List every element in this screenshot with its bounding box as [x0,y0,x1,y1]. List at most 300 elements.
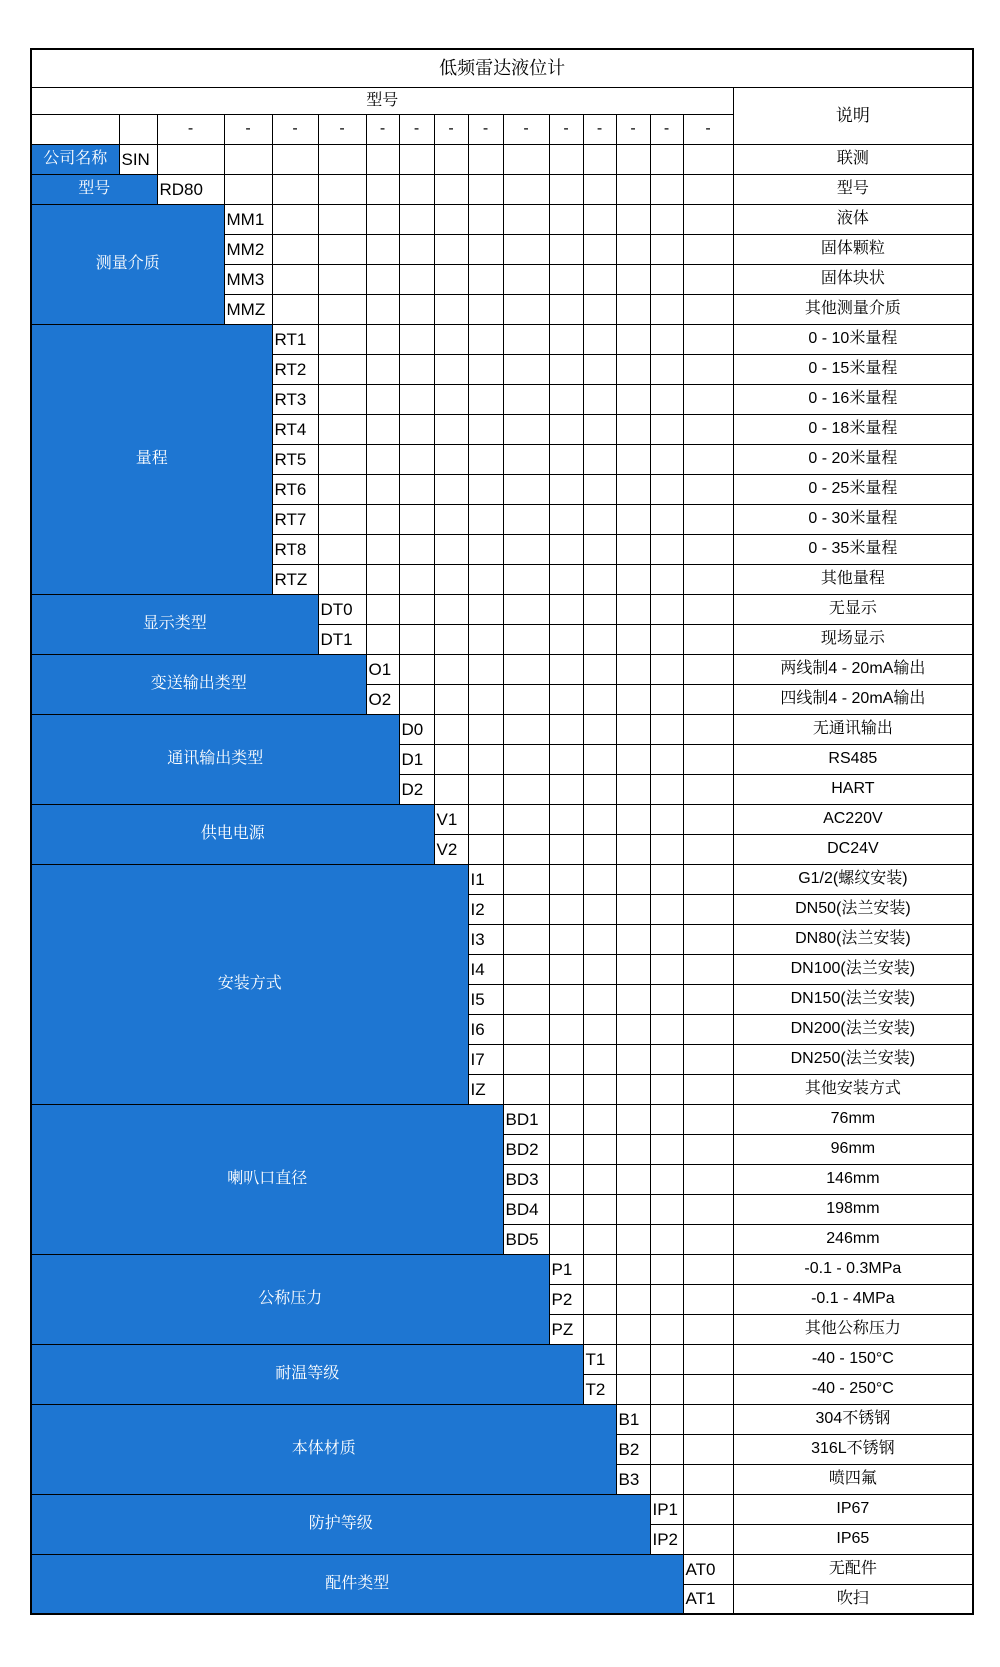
empty-cell [434,324,468,354]
empty-cell [549,1104,583,1134]
code-cell: DT0 [318,594,366,624]
empty-cell [549,654,583,684]
empty-cell [650,1434,683,1464]
empty-cell [366,294,399,324]
empty-cell [583,1074,616,1104]
empty-cell [583,1224,616,1254]
empty-cell [583,1104,616,1134]
empty-cell [616,1314,650,1344]
empty-cell [616,264,650,294]
description-cell: 其他量程 [733,564,973,594]
empty-cell [650,564,683,594]
empty-cell [549,234,583,264]
empty-cell [683,264,733,294]
code-cell: P2 [549,1284,583,1314]
empty-cell [468,204,503,234]
description-cell: 0 - 20米量程 [733,444,973,474]
empty-cell [549,924,583,954]
empty-cell [650,534,683,564]
code-cell: AT0 [683,1554,733,1584]
empty-cell [650,744,683,774]
code-cell: MM2 [224,234,272,264]
description-cell: DN150(法兰安装) [733,984,973,1014]
empty-cell [650,384,683,414]
dash-separator: - [366,114,399,144]
empty-cell [616,594,650,624]
description-cell: DN80(法兰安装) [733,924,973,954]
description-cell: 0 - 10米量程 [733,324,973,354]
description-cell: 喷四氟 [733,1464,973,1494]
empty-cell [650,924,683,954]
empty-cell [503,684,549,714]
empty-cell [650,1014,683,1044]
empty-cell [318,144,366,174]
empty-cell [31,114,119,144]
empty-cell [683,864,733,894]
empty-cell [434,294,468,324]
empty-cell [119,114,157,144]
empty-cell [549,444,583,474]
empty-cell [549,414,583,444]
empty-cell [683,1194,733,1224]
description-cell: -40 - 150°C [733,1344,973,1374]
empty-cell [503,834,549,864]
dash-separator: - [157,114,224,144]
empty-cell [683,1434,733,1464]
category-cell: 安装方式 [31,864,468,1104]
empty-cell [549,324,583,354]
empty-cell [683,294,733,324]
empty-cell [583,414,616,444]
empty-cell [549,1164,583,1194]
empty-cell [549,864,583,894]
description-cell: 0 - 30米量程 [733,504,973,534]
category-cell: 防护等级 [31,1494,650,1554]
empty-cell [683,1164,733,1194]
code-cell: BD4 [503,1194,549,1224]
category-cell: 本体材质 [31,1404,616,1494]
empty-cell [434,414,468,444]
empty-cell [503,474,549,504]
empty-cell [157,144,224,174]
code-cell: BD2 [503,1134,549,1164]
empty-cell [549,204,583,234]
empty-cell [468,504,503,534]
category-cell: 显示类型 [31,594,318,654]
empty-cell [650,474,683,504]
empty-cell [683,1254,733,1284]
code-cell: RTZ [272,564,318,594]
empty-cell [434,474,468,504]
description-cell: 304不锈钢 [733,1404,973,1434]
empty-cell [683,384,733,414]
empty-cell [503,744,549,774]
code-cell: RT7 [272,504,318,534]
description-cell: IP67 [733,1494,973,1524]
empty-cell [583,1284,616,1314]
empty-cell [318,384,366,414]
dash-separator: - [318,114,366,144]
empty-cell [683,504,733,534]
empty-cell [583,444,616,474]
empty-cell [616,1284,650,1314]
empty-cell [272,234,318,264]
dash-separator: - [650,114,683,144]
empty-cell [616,1044,650,1074]
empty-cell [366,384,399,414]
code-cell: T1 [583,1344,616,1374]
empty-cell [650,264,683,294]
empty-cell [468,444,503,474]
empty-cell [549,294,583,324]
empty-cell [503,864,549,894]
category-cell: 测量介质 [31,204,224,324]
empty-cell [650,714,683,744]
empty-cell [503,564,549,594]
empty-cell [318,294,366,324]
dash-separator: - [583,114,616,144]
empty-cell [366,624,399,654]
code-cell: BD1 [503,1104,549,1134]
category-cell: 喇叭口直径 [31,1104,503,1254]
code-cell: RT4 [272,414,318,444]
code-cell: B3 [616,1464,650,1494]
description-cell: 吹扫 [733,1584,973,1614]
empty-cell [650,444,683,474]
empty-cell [318,564,366,594]
empty-cell [616,294,650,324]
empty-cell [583,174,616,204]
empty-cell [616,1014,650,1044]
empty-cell [650,954,683,984]
empty-cell [583,984,616,1014]
empty-cell [318,234,366,264]
empty-cell [583,504,616,534]
empty-cell [650,834,683,864]
empty-cell [683,534,733,564]
empty-cell [468,324,503,354]
empty-cell [683,354,733,384]
empty-cell [549,1074,583,1104]
empty-cell [503,804,549,834]
empty-cell [549,894,583,924]
code-cell: PZ [549,1314,583,1344]
empty-cell [272,144,318,174]
empty-cell [616,624,650,654]
code-cell: D0 [399,714,434,744]
empty-cell [503,954,549,984]
dash-separator: - [399,114,434,144]
empty-cell [650,804,683,834]
empty-cell [434,264,468,294]
empty-cell [616,474,650,504]
empty-cell [366,504,399,534]
code-cell: V2 [434,834,468,864]
empty-cell [583,1134,616,1164]
code-cell: SIN [119,144,157,174]
empty-cell [683,1314,733,1344]
empty-cell [434,774,468,804]
empty-cell [650,174,683,204]
empty-cell [683,1074,733,1104]
empty-cell [683,594,733,624]
empty-cell [399,504,434,534]
empty-cell [399,294,434,324]
empty-cell [683,444,733,474]
empty-cell [616,1224,650,1254]
empty-cell [434,144,468,174]
empty-cell [683,1284,733,1314]
category-cell: 量程 [31,324,272,594]
empty-cell [616,864,650,894]
empty-cell [650,624,683,654]
empty-cell [650,1194,683,1224]
empty-cell [468,414,503,444]
description-cell: 液体 [733,204,973,234]
code-cell: AT1 [683,1584,733,1614]
code-cell: RT6 [272,474,318,504]
empty-cell [583,384,616,414]
description-cell: 现场显示 [733,624,973,654]
empty-cell [683,1224,733,1254]
dash-separator: - [434,114,468,144]
empty-cell [583,714,616,744]
empty-cell [583,684,616,714]
empty-cell [650,234,683,264]
code-cell: I6 [468,1014,503,1044]
empty-cell [549,1014,583,1044]
empty-cell [583,264,616,294]
empty-cell [468,684,503,714]
empty-cell [650,594,683,624]
empty-cell [616,1254,650,1284]
empty-cell [616,384,650,414]
empty-cell [549,534,583,564]
empty-cell [318,264,366,294]
empty-cell [468,354,503,384]
empty-cell [549,744,583,774]
empty-cell [549,1044,583,1074]
empty-cell [318,324,366,354]
empty-cell [318,444,366,474]
empty-cell [616,744,650,774]
empty-cell [616,1134,650,1164]
category-cell: 变送输出类型 [31,654,366,714]
dash-separator: - [468,114,503,144]
code-cell: T2 [583,1374,616,1404]
empty-cell [583,1014,616,1044]
empty-cell [616,174,650,204]
empty-cell [650,1134,683,1164]
empty-cell [272,264,318,294]
empty-cell [683,894,733,924]
empty-cell [366,144,399,174]
code-cell: IP2 [650,1524,683,1554]
description-cell: 固体颗粒 [733,234,973,264]
empty-cell [683,1404,733,1434]
description-cell: 四线制4 - 20mA输出 [733,684,973,714]
description-cell: DN50(法兰安装) [733,894,973,924]
empty-cell [503,534,549,564]
empty-cell [616,444,650,474]
empty-cell [468,594,503,624]
empty-cell [650,774,683,804]
empty-cell [549,804,583,834]
empty-cell [549,384,583,414]
description-cell: 0 - 15米量程 [733,354,973,384]
empty-cell [399,474,434,504]
empty-cell [399,414,434,444]
description-cell: 其他公称压力 [733,1314,973,1344]
empty-cell [468,474,503,504]
empty-cell [650,294,683,324]
empty-cell [434,234,468,264]
empty-cell [366,534,399,564]
empty-cell [650,204,683,234]
empty-cell [366,264,399,294]
code-cell: DT1 [318,624,366,654]
empty-cell [616,774,650,804]
empty-cell [583,354,616,384]
description-cell: -40 - 250°C [733,1374,973,1404]
empty-cell [683,954,733,984]
empty-cell [468,744,503,774]
empty-cell [399,384,434,414]
description-cell: DN100(法兰安装) [733,954,973,984]
empty-cell [683,684,733,714]
code-cell: B1 [616,1404,650,1434]
empty-cell [399,564,434,594]
empty-cell [616,204,650,234]
empty-cell [503,174,549,204]
empty-cell [616,414,650,444]
category-cell: 公称压力 [31,1254,549,1344]
empty-cell [272,294,318,324]
empty-cell [583,564,616,594]
empty-cell [549,474,583,504]
empty-cell [503,984,549,1014]
empty-cell [366,474,399,504]
description-cell: 0 - 18米量程 [733,414,973,444]
empty-cell [399,234,434,264]
dash-separator: - [503,114,549,144]
empty-cell [318,474,366,504]
empty-cell [683,834,733,864]
empty-cell [399,174,434,204]
empty-cell [583,1194,616,1224]
empty-cell [650,864,683,894]
empty-cell [616,504,650,534]
empty-cell [683,924,733,954]
empty-cell [434,354,468,384]
empty-cell [583,474,616,504]
empty-cell [434,624,468,654]
description-cell: HART [733,774,973,804]
empty-cell [650,1044,683,1074]
description-cell: -0.1 - 0.3MPa [733,1254,973,1284]
empty-cell [683,324,733,354]
empty-cell [616,324,650,354]
code-cell: I3 [468,924,503,954]
empty-cell [650,1074,683,1104]
description-cell: 无显示 [733,594,973,624]
empty-cell [434,204,468,234]
code-cell: IP1 [650,1494,683,1524]
empty-cell [650,984,683,1014]
empty-cell [549,954,583,984]
dash-separator: - [683,114,733,144]
empty-cell [683,774,733,804]
empty-cell [399,444,434,474]
empty-cell [503,624,549,654]
empty-cell [683,144,733,174]
empty-cell [434,384,468,414]
empty-cell [434,174,468,204]
empty-cell [366,234,399,264]
empty-cell [468,534,503,564]
code-cell: V1 [434,804,468,834]
empty-cell [549,264,583,294]
empty-cell [683,204,733,234]
empty-cell [468,774,503,804]
description-cell: DN200(法兰安装) [733,1014,973,1044]
description-cell: 76mm [733,1104,973,1134]
empty-cell [468,834,503,864]
empty-cell [503,504,549,534]
empty-cell [616,714,650,744]
empty-cell [650,1314,683,1344]
dash-separator: - [616,114,650,144]
empty-cell [399,684,434,714]
empty-cell [683,234,733,264]
empty-cell [616,534,650,564]
empty-cell [683,564,733,594]
empty-cell [399,534,434,564]
empty-cell [583,834,616,864]
empty-cell [318,354,366,384]
empty-cell [434,534,468,564]
empty-cell [399,264,434,294]
empty-cell [503,774,549,804]
empty-cell [616,684,650,714]
empty-cell [434,744,468,774]
empty-cell [366,414,399,444]
empty-cell [399,624,434,654]
empty-cell [583,774,616,804]
empty-cell [399,324,434,354]
product-selection-sheet [30,48,974,1615]
empty-cell [616,924,650,954]
description-cell: 198mm [733,1194,973,1224]
description-cell: 两线制4 - 20mA输出 [733,654,973,684]
empty-cell [616,234,650,264]
code-cell: D1 [399,744,434,774]
description-cell: G1/2(螺纹安装) [733,864,973,894]
empty-cell [434,504,468,534]
empty-cell [468,714,503,744]
empty-cell [650,1254,683,1284]
description-cell: DC24V [733,834,973,864]
description-cell: 无通讯输出 [733,714,973,744]
empty-cell [503,924,549,954]
description-cell: 其他安装方式 [733,1074,973,1104]
code-cell: BD5 [503,1224,549,1254]
empty-cell [503,204,549,234]
empty-cell [468,264,503,294]
empty-cell [683,414,733,444]
description-cell: 0 - 16米量程 [733,384,973,414]
empty-cell [650,684,683,714]
